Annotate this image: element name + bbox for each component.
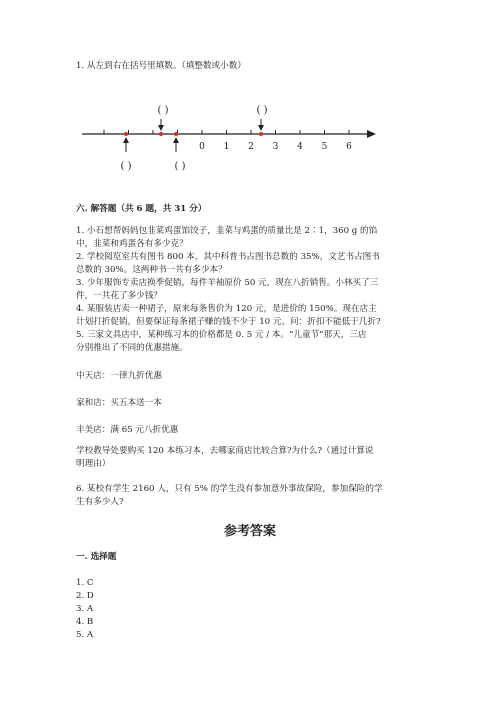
store-fengmei: 丰美店：满 65 元八折优惠 [76,425,179,435]
problem-line: 4. 某服装店卖一种裙子，原来每条售价为 120 元，是进价的 150%。现在店主 [76,304,377,314]
problem-line: 3. 少年服饰专卖店换季促销，每件羊袖原价 50 元，现在八折销售。小林买了三 [76,278,379,288]
store-jiahe: 家和店：买五本送一本 [76,398,162,408]
arrow-up-2-icon [173,137,179,143]
problem-line: 计划打折促销，但要保证每条裙子赚的钱不少于 10 元。问：折扣不能低于几折? [76,317,381,327]
axis-arrow-icon [367,130,376,138]
followup-line: 学校教导处要购买 120 本练习本，去哪家商店比较合算?为什么?（通过计算说 [76,446,374,456]
question-1-text: 1. 从左到右在括号里填数。（填整数或小数） [76,61,246,71]
answer-list [76,577,94,642]
tick-label: 3 [272,142,279,152]
number-line-figure [0,0,500,180]
answer-item: 2. D [76,591,94,601]
answers-section-1-title: 一. 选择题 [76,552,117,562]
store-zhongtian: 中天店：一律九折优惠 [76,371,162,381]
problem-line: 中，韭菜和鸡蛋各有多少克？ [76,239,188,249]
top-blank-right: ( ) [256,105,268,116]
bottom-blank-left: ( ) [120,161,132,172]
answer-item: 4. B [76,617,94,627]
top-blank-left: ( ) [157,105,169,116]
tick-label: 4 [297,142,303,152]
problems-block [76,225,381,355]
tick-label: 6 [346,142,352,152]
bottom-blank-right: ( ) [174,161,186,172]
problem-line: 总数的 30%。这两种书一共有多少本？ [76,265,227,275]
question-5-followup [76,445,374,471]
point-b [159,132,163,136]
section-6-title: 六. 解答题（共 6 题，共 31 分） [76,204,207,214]
arrow-down-2-icon [258,125,264,131]
point-d [259,132,263,136]
answer-item: 3. A [76,604,94,614]
problem-line: 2. 学校阅览室共有图书 800 本，其中科普书占图书总数的 35%，文艺书占图书 [76,252,380,262]
question-6 [76,483,383,509]
problem-line: 分别推出了不同的优惠措施。 [76,343,188,353]
followup-line: 明理由） [76,459,111,469]
problem-line: 件，一共花了多少钱？ [76,291,162,301]
tick-label: 1 [223,142,230,152]
arrow-down-1-icon [158,125,164,131]
answer-item: 1. C [76,578,94,588]
problem-line: 1. 小石想帮妈妈包韭菜鸡蛋馅饺子，韭菜与鸡蛋的质量比是 2∶1，360 g 的馅 [76,226,378,236]
problem-line: 5. 三家文具店中，某种练习本的价格都是 0. 5 元 / 本。“儿童节”那天，三店 [76,330,367,340]
tick-label: 5 [321,142,328,152]
tick-label: 0 [199,142,205,152]
tick-labels [199,142,352,152]
q6-line: 6. 某校有学生 2160 人，只有 5% 的学生没有参加意外事故保险，参加保险的学 [76,484,383,494]
point-c [174,132,178,136]
tick-label: 2 [248,142,254,152]
arrow-up-1-icon [123,137,129,143]
answer-item: 5. A [76,630,94,640]
answers-title: 参考答案 [223,524,276,539]
point-a [124,132,128,136]
q6-line: 生有多少人? [76,497,124,507]
